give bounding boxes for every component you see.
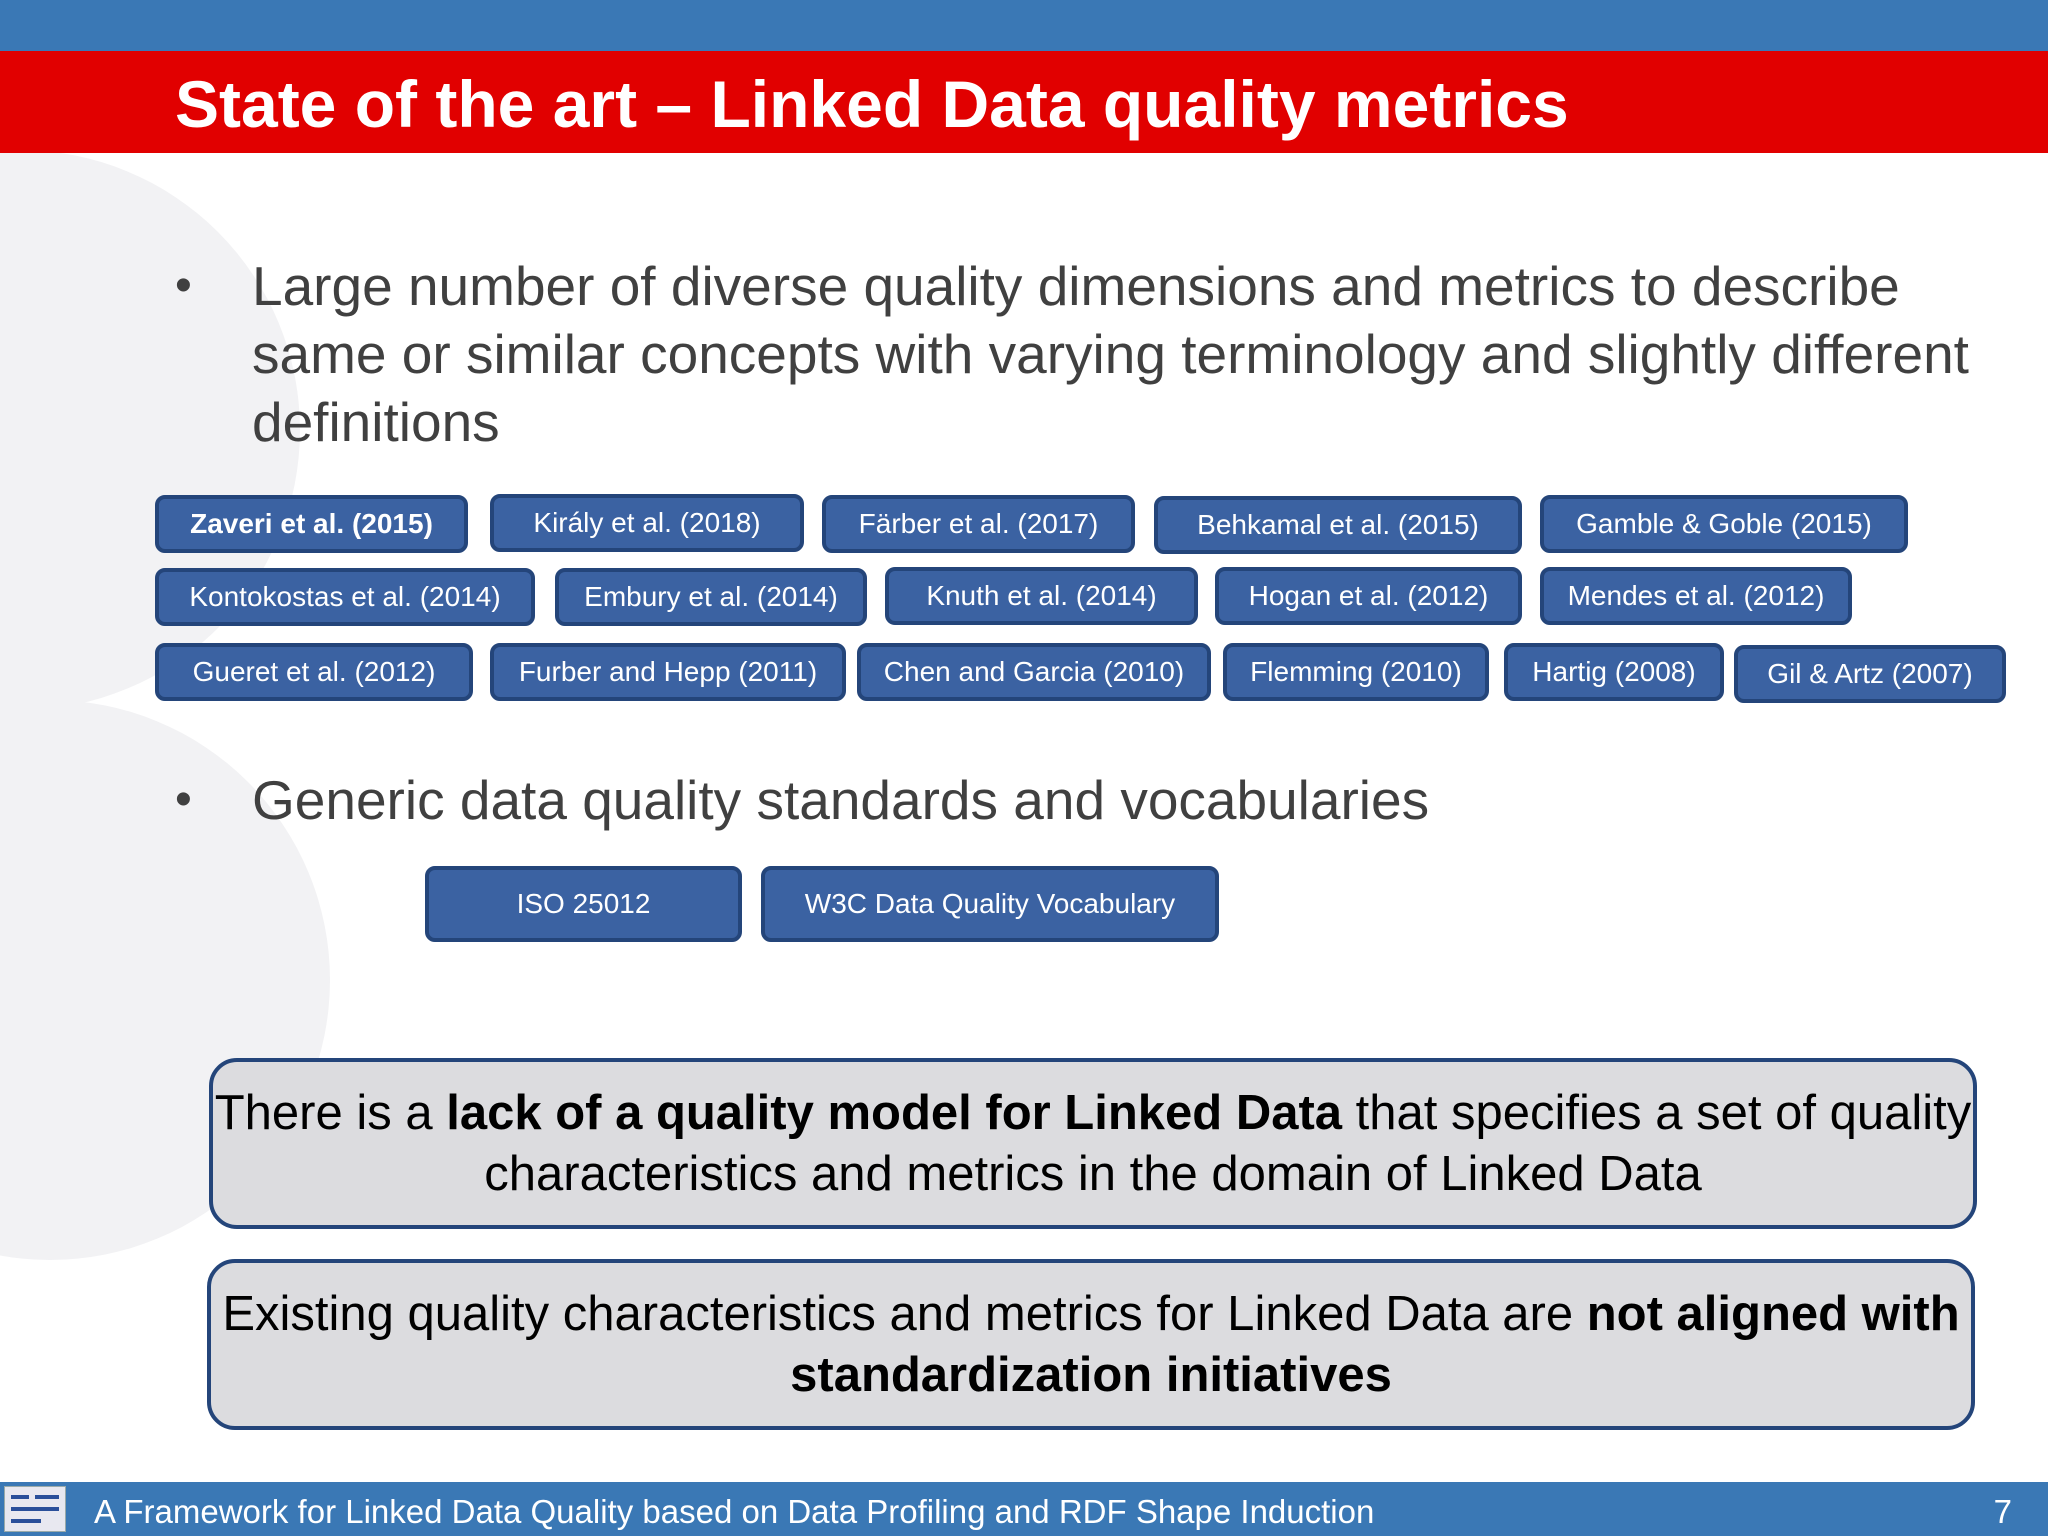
- ref-chip: Behkamal et al. (2015): [1154, 496, 1522, 554]
- callout-lack-of-quality-model: [209, 1058, 1977, 1229]
- bullet-dot: •: [175, 773, 192, 826]
- ref-chip: Király et al. (2018): [490, 494, 804, 552]
- callout-1-post: that specifies a set of quality characteristics and metrics in the domain of Linked Data: [484, 1085, 1972, 1201]
- ref-chip: Färber et al. (2017): [822, 495, 1135, 553]
- standard-chip: W3C Data Quality Vocabulary: [761, 866, 1219, 942]
- ref-chip: Hogan et al. (2012): [1215, 567, 1522, 625]
- page-number: 7: [1993, 1493, 2012, 1530]
- ref-chip: Gil & Artz (2007): [1734, 645, 2006, 703]
- callout-1-bold: lack of a quality model for Linked Data: [446, 1085, 1343, 1140]
- ref-chip: Mendes et al. (2012): [1540, 567, 1852, 625]
- ref-chip: Furber and Hepp (2011): [490, 643, 846, 701]
- callout-not-aligned: [207, 1259, 1975, 1430]
- callout-2-pre: Existing quality characteristics and metrics for Linked Data are: [222, 1286, 1587, 1341]
- ref-chip: Knuth et al. (2014): [885, 567, 1198, 625]
- institute-logo-icon: [4, 1486, 66, 1532]
- slide-title: State of the art – Linked Data quality metrics: [175, 67, 1569, 141]
- ref-chip: Flemming (2010): [1223, 643, 1489, 701]
- ref-chip: Embury et al. (2014): [555, 568, 867, 626]
- bullet-dot: •: [175, 259, 192, 312]
- ref-chip: Hartig (2008): [1504, 643, 1724, 701]
- ref-chip: Kontokostas et al. (2014): [155, 568, 535, 626]
- ref-chip: Gueret et al. (2012): [155, 643, 473, 701]
- callout-2-bold: not aligned with standardization initiatives: [790, 1286, 1960, 1402]
- callout-1-pre: There is a: [214, 1085, 447, 1140]
- footer-presentation-title: A Framework for Linked Data Quality based on Data Profiling and RDF Shape Induction: [94, 1493, 1375, 1530]
- bullet-2-text: Generic data quality standards and vocabularies: [252, 769, 1430, 831]
- ref-chip: Gamble & Goble (2015): [1540, 495, 1908, 553]
- ref-chip: Zaveri et al. (2015): [155, 495, 468, 553]
- top-strip: [0, 0, 2048, 51]
- standard-chip: ISO 25012: [425, 866, 742, 942]
- bullet-1-text: Large number of diverse quality dimensions and metrics to describe same or similar concepts with varying terminology and slightly different definitions: [252, 255, 1969, 453]
- ref-chip: Chen and Garcia (2010): [857, 643, 1211, 701]
